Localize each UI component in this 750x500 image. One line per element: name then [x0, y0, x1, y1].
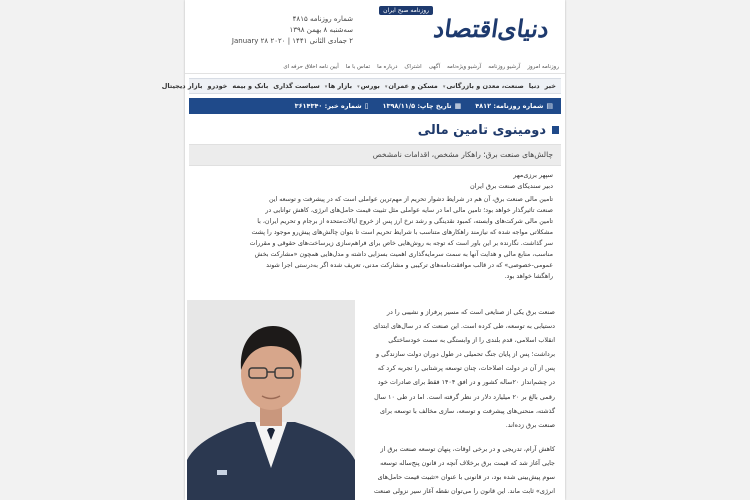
- article-lead: [201, 194, 553, 282]
- nav-item-news[interactable]: خبر: [544, 82, 556, 90]
- site-logo[interactable]: [377, 6, 552, 46]
- lead-line: مناسب، منابع مالی و هدایت آنها به سمت سرمایه‌گذاری اهمیت بسزایی داشته و مدل‌هایی همچون «مشارکت بخش: [254, 251, 553, 258]
- portrait-image: [187, 300, 355, 500]
- body-line: صنعت برق زده‌اند.: [505, 420, 555, 429]
- logo-text: دنیای‌اقتصاد: [432, 14, 552, 43]
- author-role: دبیر سندیکای صنعت برق ایران: [469, 182, 553, 190]
- chevron-down-icon: ▾: [324, 84, 328, 90]
- body-line: جایی آغاز شد که قیمت برق برخلاف آنچه در قانون پنج‌ساله توسعه: [380, 458, 555, 467]
- nav-item-industry[interactable]: صنعت، معدن و بازرگانی▾: [442, 82, 524, 90]
- toplink-today[interactable]: روزنامه امروز: [527, 64, 559, 70]
- site-header: [185, 0, 565, 60]
- document-icon: ▯: [364, 102, 369, 110]
- publish-date: ▦تاریخ چاپ: ۱۳۹۸/۱۱/۵: [382, 102, 462, 110]
- issue-number: ▤شماره روزنامه: ۴۸۱۲: [475, 102, 553, 110]
- newspaper-icon: ▤: [546, 102, 553, 110]
- lead-line: تامین مالی شرکت‌های وابسته، کمبود نقدینگی و رشد نرخ ارز پس از خروج ایالات‌متحده از برجام و تحریم ایران، با: [257, 218, 553, 225]
- nav-item-housing[interactable]: مسکن و عمران▾: [384, 82, 438, 90]
- chevron-down-icon: ▾: [384, 84, 388, 90]
- toplink-about[interactable]: درباره ما: [377, 64, 398, 70]
- lead-line: مشکلاتی مواجه شده که نیازمند راهکارهای متناسب با شرایط تحریم است تا بتوان چالش‌های پیش‌رو موجود را پشت: [251, 229, 553, 236]
- nav-item-policy[interactable]: سیاست گذاری: [273, 82, 320, 90]
- body-line: برداشت؛ پس از پایان جنگ تحمیلی در طول دوران دولت سازندگی و: [375, 350, 555, 359]
- bookmark-icon: [552, 126, 559, 134]
- body-line: گذشته، منحنی‌های پیشرفت و توسعه، سازی مخالف با توسعه برای: [379, 406, 555, 415]
- issue-bar: [189, 98, 561, 114]
- toplink-archive[interactable]: آرشیو روزنامه: [488, 64, 521, 70]
- issue-line: سه‌شنبه ۸ بهمن ۱۳۹۸: [289, 26, 353, 34]
- article-number: ▯شماره خبر: ۳۶۱۴۳۴۰: [294, 102, 369, 110]
- body-line: رقمی بالغ بر ۲۰ میلیارد دلار در نظر گرفته است. اما در طی ۱۰ سال: [374, 392, 555, 401]
- nav-item-auto[interactable]: خودرو: [207, 82, 228, 90]
- nav-item-bank[interactable]: بانک و بیمه: [232, 82, 269, 90]
- issue-line: ۲ جمادی الثانی ۱۴۴۱ | ۲۰۲۰ January ۲۸: [231, 37, 353, 45]
- toplink-ethics[interactable]: آیین نامه اخلاق حرفه ای: [283, 64, 339, 70]
- nav-item-world[interactable]: دنیا: [528, 82, 540, 90]
- body-line: انرژی» ثابت ماند. این قانون را می‌توان نقطه آغاز سیر نزولی صنعت: [373, 487, 555, 496]
- subtitle-box: [189, 144, 561, 166]
- issue-line: شماره روزنامه ۴۸۱۵: [292, 15, 353, 23]
- lead-line: عمومی-خصوصی» که در قالب موافقت‌نامه‌های ترکیبی و مشارکت مدنی، تعریف شده اگر به‌درستی اجرا شوند: [266, 262, 553, 269]
- nav-item-markets[interactable]: بازار ها▾: [324, 82, 353, 90]
- main-nav: [161, 78, 561, 94]
- newspaper-page: [161, 0, 565, 500]
- toplink-ads[interactable]: آگهی: [428, 64, 440, 70]
- article-title: دومینوی تامین مالی: [417, 122, 546, 138]
- nav-item-digital[interactable]: بازار دیجیتال: [161, 82, 203, 90]
- body-line: کاهش آرام، تدریجی و در برخی اوقات، پنهان توسعه صنعت برق از: [380, 444, 555, 453]
- issue-info: [193, 14, 353, 47]
- body-line: صنعت برق یکی از صنایعی است که مسیر پرفراز و نشیبی را در: [386, 308, 555, 316]
- article-body: [360, 305, 555, 498]
- body-line: پس از آن در دولت اصلاحات، چنان توسعه پرشتابی را تجربه کرد که: [377, 364, 555, 373]
- author-photo: [187, 300, 355, 500]
- lead-line: سر گذاشت. نگارنده بر این باور است که توجه به روش‌هایی خاص برای فراهم‌سازی زیرساخت‌های حقوقی و مقررات: [249, 240, 553, 247]
- logo-tagline: روزنامه صبح ایران: [379, 6, 433, 15]
- body-line: سوم پیش‌بینی شده بود، در قانونی با عنوان «تثبیت قیمت حامل‌های: [377, 473, 555, 482]
- toplink-special-archive[interactable]: آرشیو ویژه‌نامه: [446, 64, 482, 70]
- body-line: انقلاب اسلامی، قدم بلندی را از وابستگی به سمت خودساختگی: [388, 336, 555, 345]
- calendar-icon: ▦: [454, 102, 462, 110]
- paragraph-gap: [360, 432, 555, 442]
- article-title-row: [191, 121, 559, 139]
- toplink-contact[interactable]: تماس با ما: [345, 64, 371, 70]
- body-line: دستیابی به توسعه، طی کرده است. این صنعت که در سال‌های ابتدای: [373, 322, 555, 331]
- lead-line: صنعت تاثیرگذار خواهد بود؛ تامین مالی اما در سایه عواملی مثل تثبیت قیمت حامل‌های انرژی، کاهش توانایی در: [265, 207, 553, 214]
- toplink-subscription[interactable]: اشتراک: [404, 64, 422, 70]
- body-line: در چشم‌انداز ۲۰ساله کشور و در افق ۱۴۰۴ فقط برای صادرات خود: [377, 378, 555, 387]
- chevron-down-icon: ▾: [442, 84, 446, 90]
- chevron-down-icon: ▾: [357, 84, 360, 90]
- author-name: سپهر برزی‌مهر: [513, 171, 553, 179]
- nav-item-bourse[interactable]: بورس▾: [357, 82, 380, 90]
- top-links: [185, 60, 565, 74]
- lead-line: راهگشا خواهد بود.: [504, 273, 553, 280]
- lead-line: تامین مالی صنعت برق، آن هم در شرایط دشوار تحریم از مهم‌ترین عواملی است که در پیشرفت و توسعه این: [268, 196, 553, 203]
- article-subtitle: چالش‌های صنعت برق؛ راهکار مشخص، اقدامات نامشخص: [372, 150, 553, 159]
